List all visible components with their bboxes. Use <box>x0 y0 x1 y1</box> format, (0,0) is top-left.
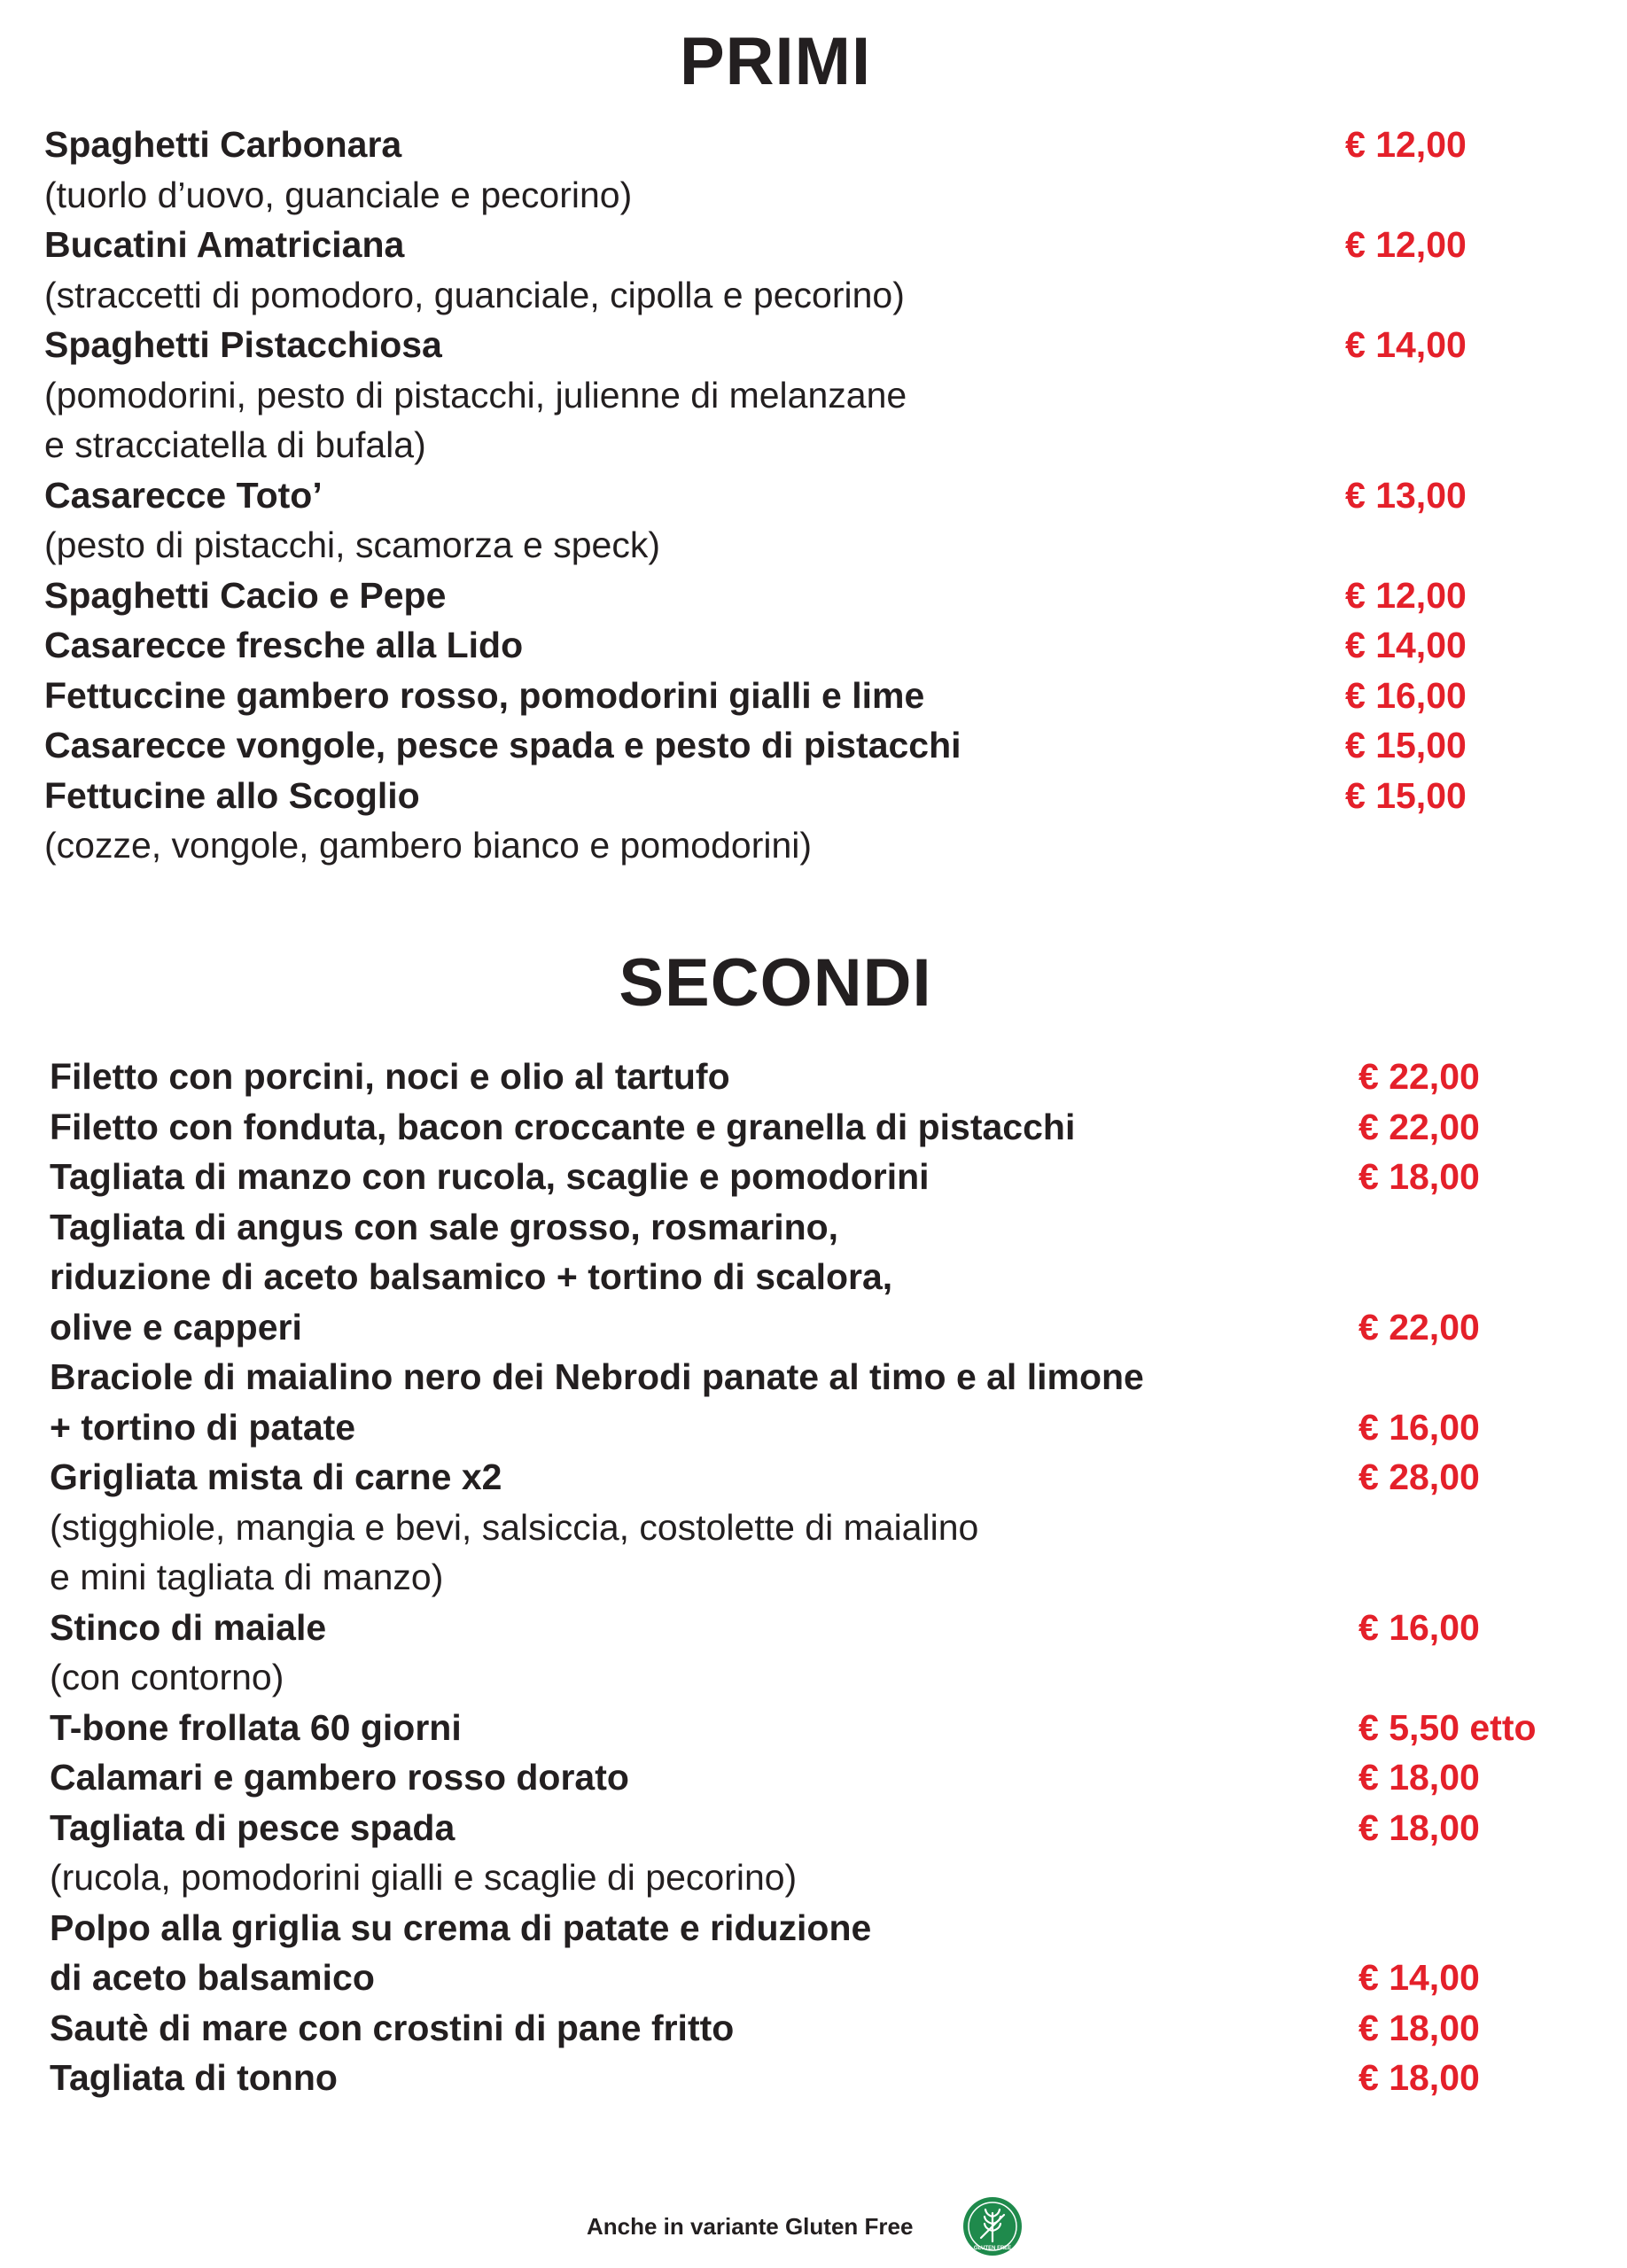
dish-name-braciole-di-maialino-nero-dei-nebrodi-pa: Braciole di maialino nero dei Nebrodi panate al timo e al limone <box>50 1356 1144 1397</box>
dish-name-filetto-con-porcini-noci-e-olio-al-tartu: Filetto con porcini, noci e olio al tartufo <box>50 1056 730 1097</box>
dish-price: € 18,00 <box>1358 1806 1480 1848</box>
gluten-free-badge-text: GLUTEN FREE <box>973 2246 1012 2251</box>
dish-price: € 15,00 <box>1345 725 1467 765</box>
dish-name-di-aceto-balsamico: di aceto balsamico <box>50 1957 375 1998</box>
dish-name-t-bone-frollata-60-giorni: T-bone frollata 60 giorni <box>50 1706 462 1748</box>
dish-price: € 13,00 <box>1345 474 1467 516</box>
dish-description-straccetti-di-pomodoro-guanciale-cipolla: (straccetti di pomodoro, guanciale, cipolla e pecorino) <box>44 274 905 315</box>
dish-price: € 18,00 <box>1358 2057 1480 2098</box>
dish-description-pesto-di-pistacchi-scamorza-e-speck: (pesto di pistacchi, scamorza e speck) <box>44 524 660 565</box>
dish-name-fettuccine-gambero-rosso-pomodorini-gial: Fettuccine gambero rosso, pomodorini gialli e lime <box>44 674 925 716</box>
primi-title: PRIMI <box>679 24 872 99</box>
dish-price: € 18,00 <box>1358 1156 1480 1197</box>
dish-name-stinco-di-maiale: Stinco di maiale <box>50 1606 327 1648</box>
dish-price: € 12,00 <box>1345 124 1467 165</box>
dish-name-tagliata-di-tonno: Tagliata di tonno <box>50 2057 338 2098</box>
dish-description-pomodorini-pesto-di-pistacchi-julienne-d: (pomodorini, pesto di pistacchi, julienne di melanzane <box>44 374 907 416</box>
dish-name-casarecce-vongole-pesce-spada-e-pesto-di: Casarecce vongole, pesce spada e pesto di pistacchi <box>44 725 961 765</box>
dish-name-spaghetti-carbonara: Spaghetti Carbonara <box>44 124 402 165</box>
dish-price: € 12,00 <box>1345 224 1467 265</box>
dish-price: € 22,00 <box>1358 1306 1480 1348</box>
dish-description-con-contorno: (con contorno) <box>50 1657 284 1697</box>
gluten-free-wheat-icon <box>961 2195 1024 2257</box>
dish-name-tortino-di-patate: + tortino di patate <box>50 1406 356 1448</box>
dish-name-fettucine-allo-scoglio: Fettucine allo Scoglio <box>44 774 420 816</box>
dish-price: € 14,00 <box>1358 1957 1480 1998</box>
dish-price: € 22,00 <box>1358 1056 1480 1097</box>
dish-description-cozze-vongole-gambero-bianco-e-pomodorin: (cozze, vongole, gambero bianco e pomodorini) <box>44 825 813 866</box>
dish-price: € 15,00 <box>1345 774 1467 816</box>
dish-name-tagliata-di-angus-con-sale-grosso-rosmar: Tagliata di angus con sale grosso, rosmarino, <box>50 1206 839 1247</box>
dish-description-tuorlo-d-uovo-guanciale-e-pecorino: (tuorlo d’uovo, guanciale e pecorino) <box>44 174 633 215</box>
dish-price: € 14,00 <box>1345 324 1467 365</box>
dish-description-stigghiole-mangia-e-bevi-salsiccia-costo: (stigghiole, mangia e bevi, salsiccia, costolette di maialino <box>50 1506 979 1548</box>
dish-price: € 28,00 <box>1358 1456 1480 1497</box>
dish-name-bucatini-amatriciana: Bucatini Amatriciana <box>44 224 405 265</box>
dish-name-casarecce-toto: Casarecce Toto’ <box>44 474 323 516</box>
dish-description-e-mini-tagliata-di-manzo: e mini tagliata di manzo) <box>50 1557 444 1597</box>
dish-price: € 14,00 <box>1345 625 1467 665</box>
dish-description-rucola-pomodorini-gialli-e-scaglie-di-pe: (rucola, pomodorini gialli e scaglie di pecorino) <box>50 1857 798 1898</box>
dish-price: € 18,00 <box>1358 2007 1480 2048</box>
dish-name-tagliata-di-manzo-con-rucola-scaglie-e-p: Tagliata di manzo con rucola, scaglie e pomodorini <box>50 1156 930 1197</box>
secondi-title: SECONDI <box>619 945 932 1021</box>
dish-name-grigliata-mista-di-carne-x2: Grigliata mista di carne x2 <box>50 1456 502 1497</box>
dish-price: € 16,00 <box>1345 674 1467 716</box>
dish-name-tagliata-di-pesce-spada: Tagliata di pesce spada <box>50 1806 455 1848</box>
dish-price: € 16,00 <box>1358 1406 1480 1448</box>
dish-name-olive-e-capperi: olive e capperi <box>50 1306 302 1348</box>
dish-name-polpo-alla-griglia-su-crema-di-patate-e-: Polpo alla griglia su crema di patate e riduzione <box>50 1907 872 1948</box>
dish-name-casarecce-fresche-alla-lido: Casarecce fresche alla Lido <box>44 625 524 665</box>
dish-name-saut-di-mare-con-crostini-di-pane-fritto: Sautè di mare con crostini di pane fritto <box>50 2007 735 2048</box>
dish-name-calamari-e-gambero-rosso-dorato: Calamari e gambero rosso dorato <box>50 1757 629 1798</box>
gluten-free-note: Anche in variante Gluten Free <box>587 2213 914 2240</box>
dish-name-spaghetti-cacio-e-pepe: Spaghetti Cacio e Pepe <box>44 574 447 616</box>
dish-name-riduzione-di-aceto-balsamico-tortino-di-: riduzione di aceto balsamico + tortino di scalora, <box>50 1256 893 1297</box>
dish-name-filetto-con-fonduta-bacon-croccante-e-gr: Filetto con fonduta, bacon croccante e granella di pistacchi <box>50 1106 1076 1147</box>
dish-description-e-stracciatella-di-bufala: e stracciatella di bufala) <box>44 424 426 465</box>
dish-price: € 5,50 etto <box>1358 1706 1537 1748</box>
dish-price: € 18,00 <box>1358 1757 1480 1798</box>
dish-price: € 12,00 <box>1345 574 1467 616</box>
dish-name-spaghetti-pistacchiosa: Spaghetti Pistacchiosa <box>44 324 442 365</box>
dish-price: € 22,00 <box>1358 1106 1480 1147</box>
dish-price: € 16,00 <box>1358 1606 1480 1648</box>
